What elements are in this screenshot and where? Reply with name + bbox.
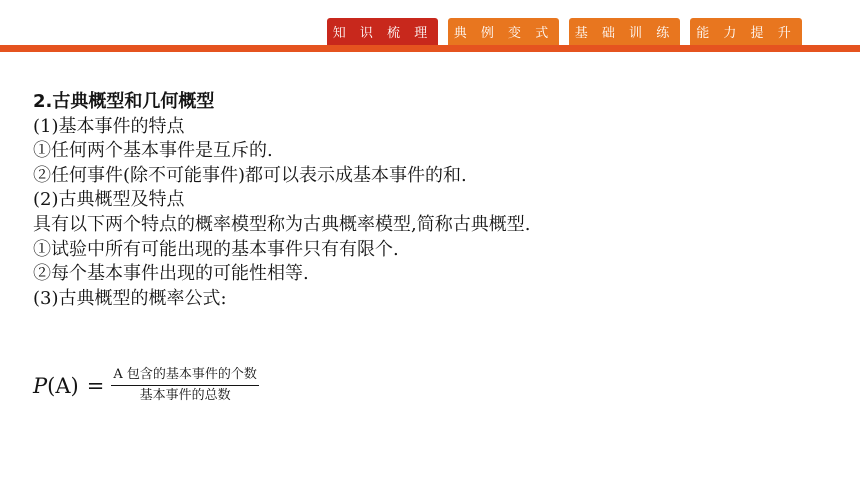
fraction-bar [111,385,259,386]
formula-fraction [111,366,259,405]
content-line: (3)古典概型的概率公式: [33,287,227,309]
tab-basic-training[interactable]: 基 础 训 练 [569,18,680,45]
tab-ability-improvement[interactable]: 能 力 提 升 [690,18,802,45]
probability-formula [33,366,259,405]
content-line: ②每个基本事件出现的可能性相等. [33,263,309,285]
content-line: (2)古典概型及特点 [33,189,185,211]
formula-lhs [33,374,79,398]
formula-denominator: 基本事件的总数 [139,388,231,403]
formula-arg: (A) [47,373,79,398]
content-line: (1)基本事件的特点 [33,115,185,137]
section-heading: 2.古典概型和几何概型 [33,91,215,112]
formula-p: P [33,373,48,398]
content-line: ①任何两个基本事件是互斥的. [33,140,273,162]
content-line: ①试验中所有可能出现的基本事件只有有限个. [33,238,399,260]
formula-numerator: A 包含的基本事件的个数 [113,367,257,382]
section-tabs [327,18,802,45]
header-divider [0,45,860,52]
tab-typical-examples[interactable]: 典 例 变 式 [448,18,559,45]
lesson-content [33,90,833,311]
formula-equals: = [86,373,105,398]
content-line: ②任何事件(除不可能事件)都可以表示成基本事件的和. [33,164,467,186]
content-line: 具有以下两个特点的概率模型称为古典概率模型,简称古典概型. [33,213,531,235]
tab-knowledge-review[interactable]: 知 识 梳 理 [327,18,438,45]
